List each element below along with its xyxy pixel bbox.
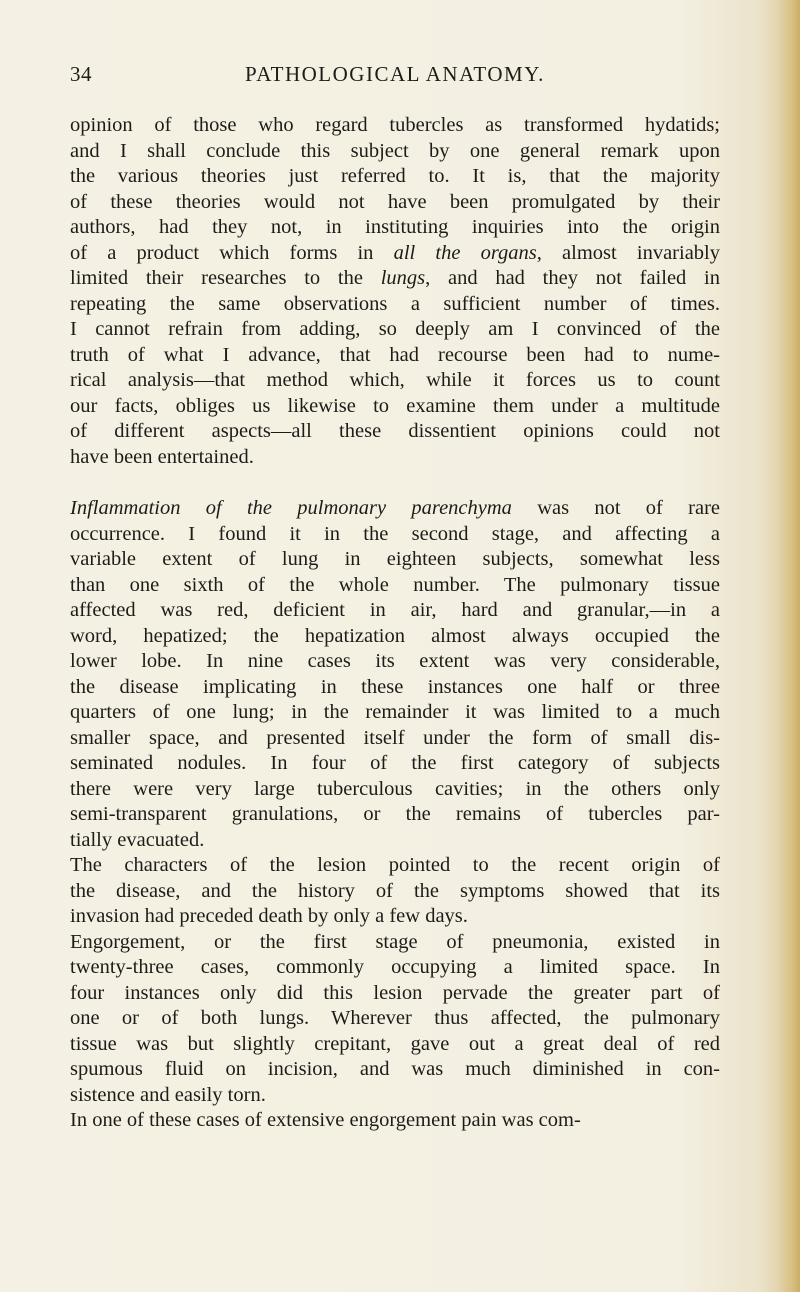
text-line: and I shall conclude this subject by one general remark upon xyxy=(70,139,720,162)
text-line: of a product which forms in all the organs, almost invariably xyxy=(70,241,720,264)
text-line: there were very large tuberculous cavities; in the others only xyxy=(70,777,720,800)
paragraph-4 xyxy=(70,930,720,1109)
text-line: Inflammation of the pulmonary parenchyma was not of rare xyxy=(70,497,720,519)
text-line: the various theories just referred to. It is, that the majority xyxy=(70,165,720,187)
text-line: I cannot refrain from adding, so deeply am I convinced of the xyxy=(70,318,720,340)
text-line: one or of both lungs. Wherever thus affected, the pulmonary xyxy=(70,1007,720,1029)
text-line: tissue was but slightly crepitant, gave out a great deal of red xyxy=(70,1032,720,1055)
paragraph-5 xyxy=(70,1108,720,1134)
text-line: the disease implicating in these instances one half or three xyxy=(70,675,720,698)
text-line: our facts, obliges us likewise to examine them under a multitude xyxy=(70,394,720,417)
paragraph-1 xyxy=(70,113,720,470)
text-line: seminated nodules. In four of the first category of subjects xyxy=(70,752,720,774)
text-line: have been entertained. xyxy=(70,445,254,468)
text-line: Engorgement, or the first stage of pneumonia, existed in xyxy=(70,930,720,953)
text-line: repeating the same observations a sufficient number of times. xyxy=(70,292,720,315)
page-header xyxy=(70,62,720,92)
body-text xyxy=(70,113,720,1134)
text-line: truth of what I advance, that had recourse been had to nume- xyxy=(70,343,720,366)
text-line: The characters of the lesion pointed to the recent origin of xyxy=(70,854,720,876)
text-line: the disease, and the history of the symptoms showed that its xyxy=(70,879,720,902)
text-line: twenty-three cases, commonly occupying a limited space. In xyxy=(70,956,720,978)
page-number: 34 xyxy=(70,62,92,86)
text-line: invasion had preceded death by only a few days. xyxy=(70,905,468,927)
text-line: four instances only did this lesion pervade the greater part of xyxy=(70,981,720,1004)
paragraph-2 xyxy=(70,496,720,853)
text-line: quarters of one lung; in the remainder it was limited to a much xyxy=(70,701,720,723)
text-line: opinion of those who regard tubercles as transformed hydatids; xyxy=(70,114,720,136)
text-line: spumous fluid on incision, and was much diminished in con- xyxy=(70,1058,720,1080)
text-line: smaller space, and presented itself under the form of small dis- xyxy=(70,726,720,749)
italic-text: all the organs xyxy=(393,241,537,264)
running-title: PATHOLOGICAL ANATOMY. xyxy=(245,62,545,86)
page-edge-shading xyxy=(778,0,800,1292)
text-line: of different aspects—all these dissentient opinions could not xyxy=(70,420,720,442)
text-line: lower lobe. In nine cases its extent was very considerable, xyxy=(70,650,720,672)
text-line: limited their researches to the lungs, and had they not failed in xyxy=(70,267,720,289)
text-line: word, hepatized; the hepatization almost always occupied the xyxy=(70,624,720,647)
text-line: occurrence. I found it in the second stage, and affecting a xyxy=(70,522,720,545)
text-line: authors, had they not, in instituting inquiries into the origin xyxy=(70,216,720,238)
text-line: sistence and easily torn. xyxy=(70,1083,266,1106)
text-line: In one of these cases of extensive engorgement pain was com- xyxy=(70,1109,581,1131)
text-line: rical analysis—that method which, while it forces us to count xyxy=(70,369,720,391)
italic-text: Inflammation of the pulmonary parenchyma xyxy=(70,497,512,519)
paragraph-gap xyxy=(70,470,720,496)
text-line: affected was red, deficient in air, hard and granular,—in a xyxy=(70,599,720,621)
italic-text: lungs xyxy=(380,267,426,289)
text-line: tially evacuated. xyxy=(70,828,205,851)
text-line: than one sixth of the whole number. The pulmonary tissue xyxy=(70,573,720,596)
text-line: semi-transparent granulations, or the remains of tubercles par- xyxy=(70,803,720,825)
paragraph-3 xyxy=(70,853,720,930)
text-line: variable extent of lung in eighteen subjects, somewhat less xyxy=(70,548,720,570)
text-line: of these theories would not have been promulgated by their xyxy=(70,190,720,213)
